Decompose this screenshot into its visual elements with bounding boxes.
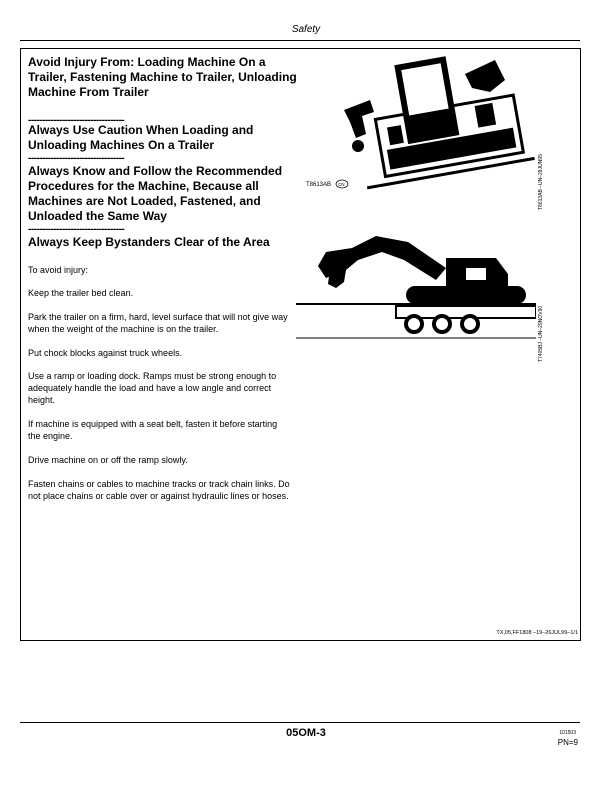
heading-separator: ----------------------------------: [28, 115, 125, 126]
reference-code: TX,05,FF1808 –19–26JUL99–1/1: [496, 630, 578, 636]
paragraph: Put chock blocks against truck wheels.: [28, 348, 183, 358]
date-code: 101503: [559, 730, 576, 736]
paragraph: Fasten chains or cables to machine tracks or track chain links. Do not place chains or cable over or against hydraulic lines or hoses.: [28, 479, 290, 501]
paragraph: To avoid injury:: [28, 265, 89, 275]
paragraph: Drive machine on or off the ramp slowly.: [28, 455, 188, 465]
paragraph: Use a ramp or loading dock. Ramps must be strong enough to adequately handle the load and have a low angle and correct height.: [28, 371, 277, 405]
heading-separator: ----------------------------------: [28, 224, 125, 235]
header-rule: [20, 40, 580, 41]
paragraph: If machine is equipped with a seat belt, fasten it before starting the engine.: [28, 419, 278, 441]
page-number: PN=9: [557, 738, 578, 747]
figure-falling-operator: [300, 52, 540, 192]
section-title: Safety: [291, 24, 321, 35]
figure-code: T8613AB –UN–28JUN95: [538, 154, 544, 210]
figure-excavator-on-trailer: [296, 228, 536, 348]
footer-rule: [20, 722, 580, 723]
paragraph: Keep the trailer bed clean.: [28, 288, 134, 298]
paragraph: Park the trailer on a firm, hard, level surface that will not give way when the weight of the machine is on the trailer.: [28, 312, 288, 334]
heading-follow-procedures: Always Know and Follow the Recommended Procedures for the Machine, Because all Machines are Not Loaded, Fastened, and Unloaded the Same Way: [28, 164, 283, 223]
heading-avoid-injury: Avoid Injury From: Loading Machine On a Trailer, Fastening Machine to Trailer, Unloading Machine From Trailer: [28, 55, 297, 99]
figure-label: T8613AB: [306, 182, 332, 188]
heading-use-caution: Always Use Caution When Loading and Unloading Machines On a Trailer: [28, 123, 254, 152]
heading-bystanders: Always Keep Bystanders Clear of the Area: [28, 235, 270, 249]
figure-code: T7405BJ –UN–29NOV90: [538, 305, 544, 362]
figure-badge: CN: [338, 182, 345, 187]
page-code: 05OM-3: [286, 727, 326, 739]
heading-separator: ----------------------------------: [28, 153, 125, 164]
